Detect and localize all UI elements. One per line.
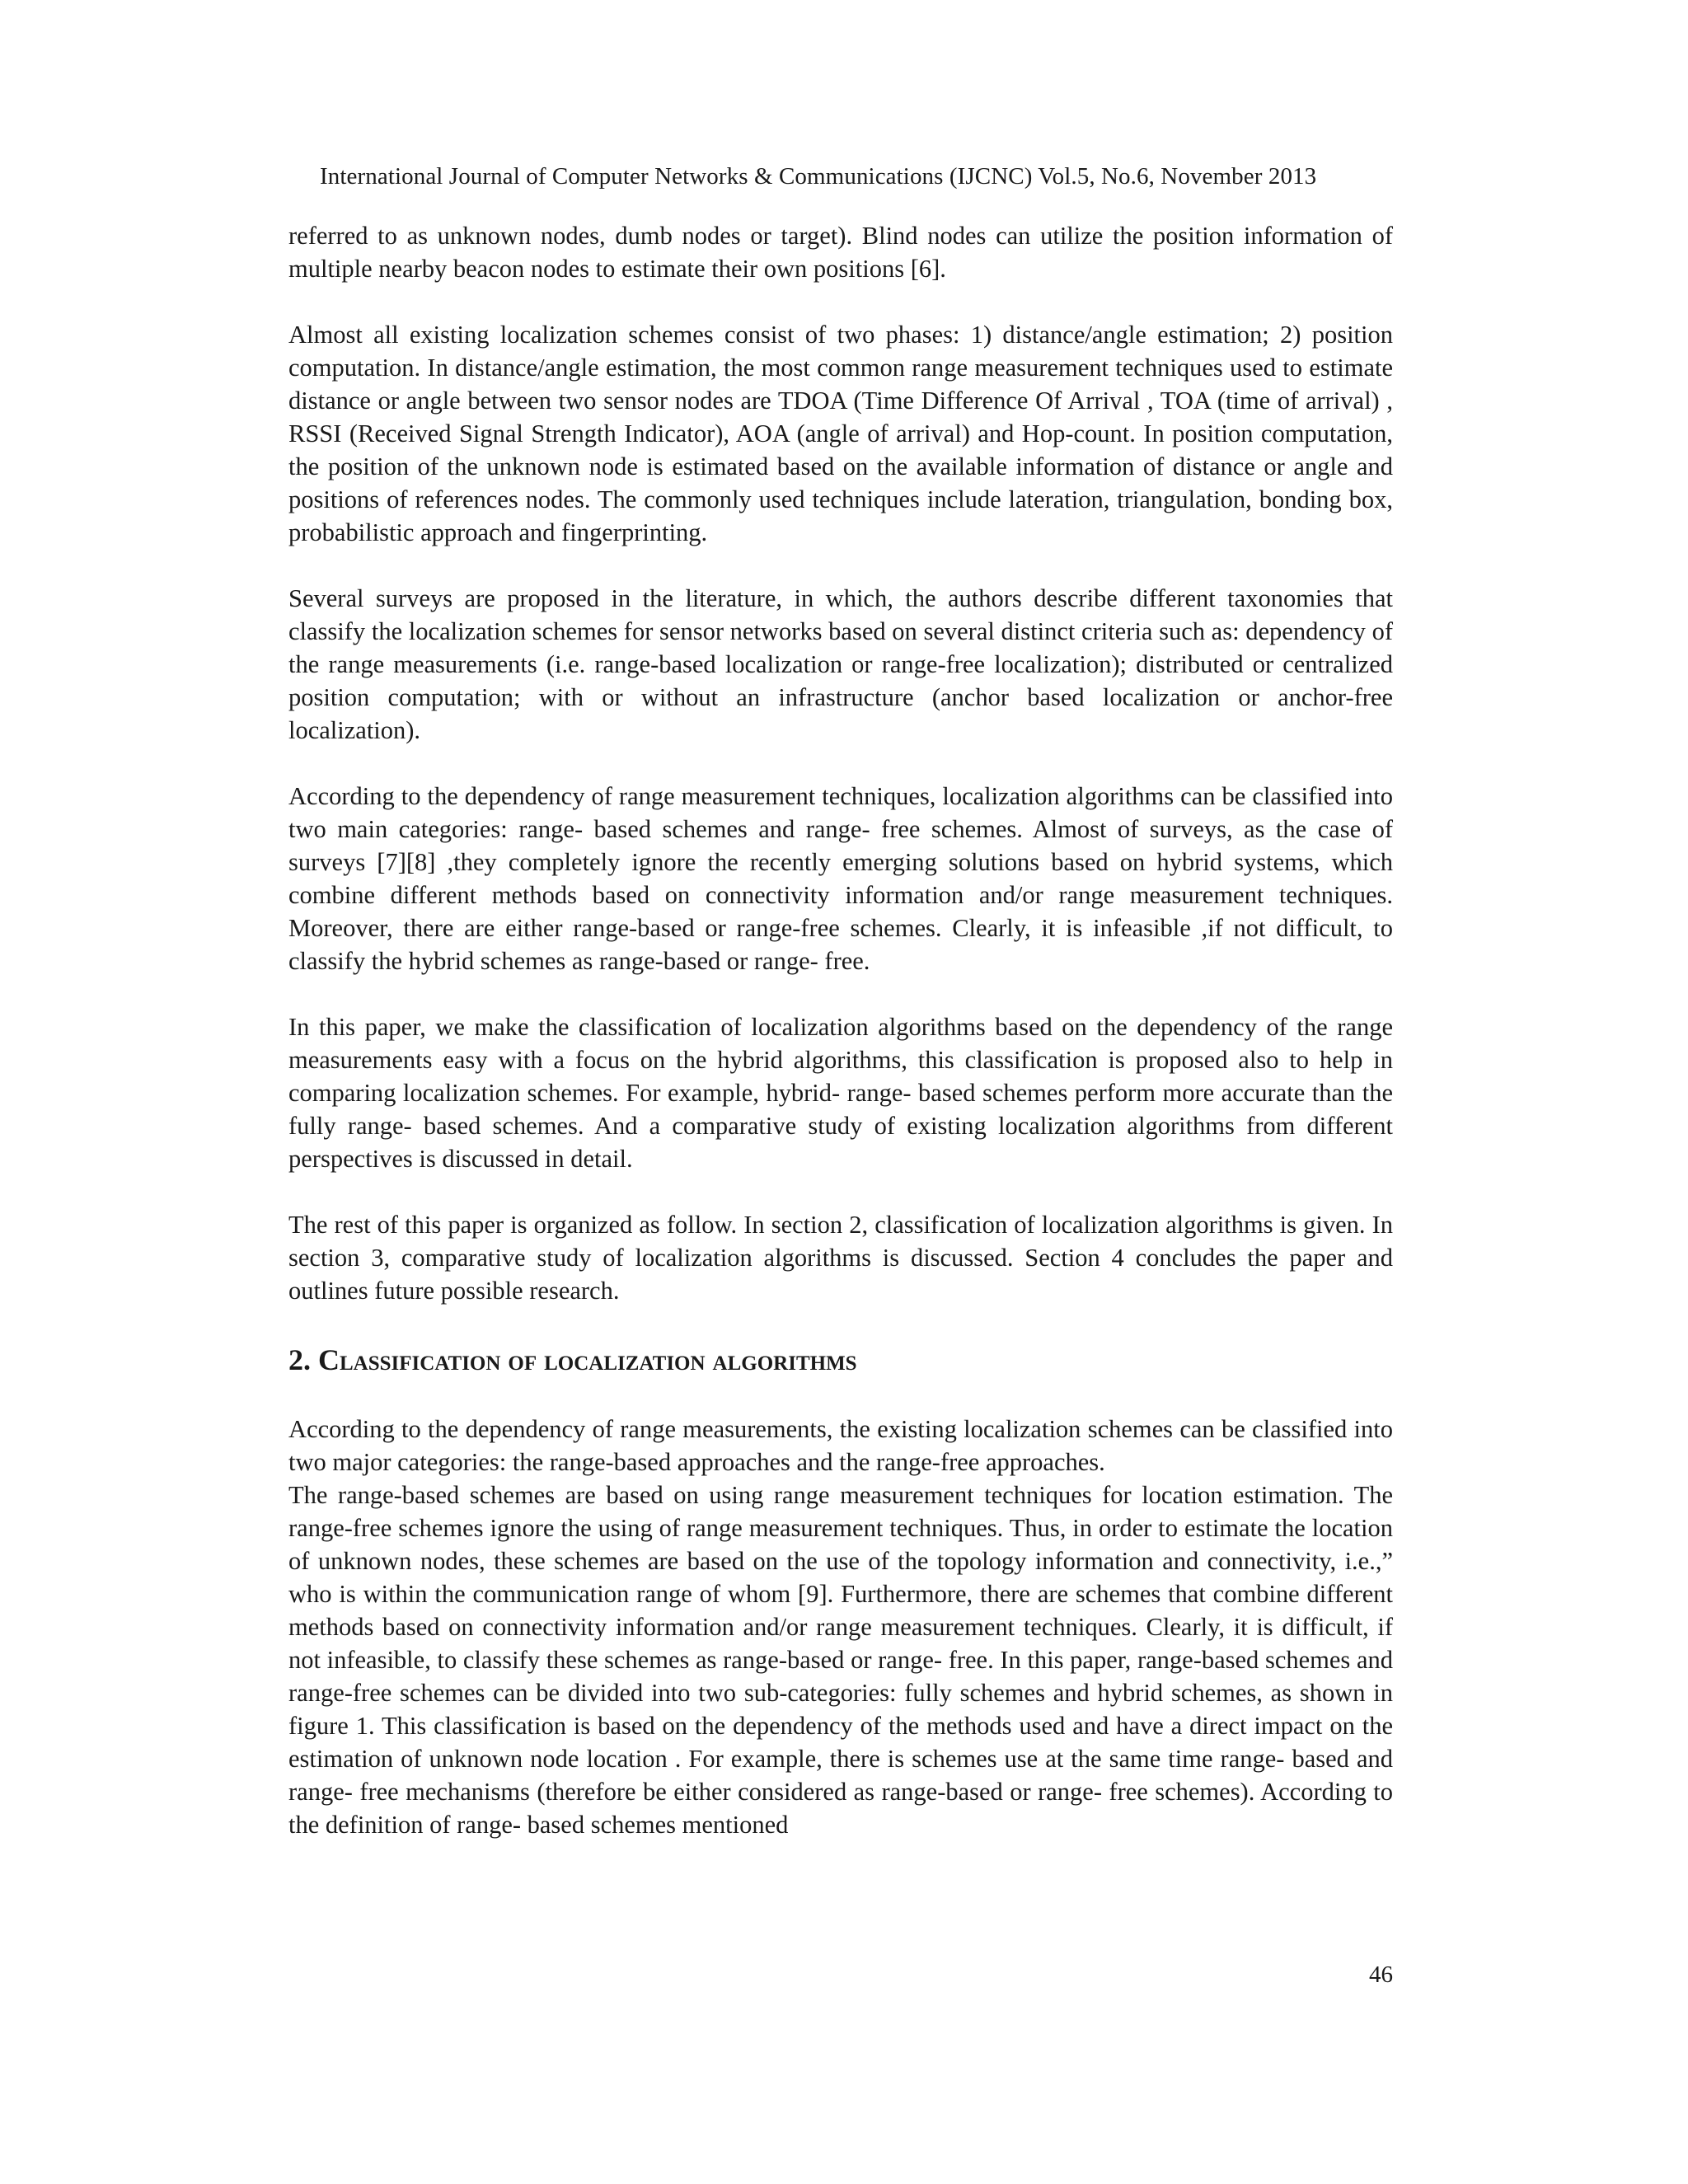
running-header: International Journal of Computer Networks & Communications (IJCNC) Vol.5, No.6, November 2013: [320, 163, 1317, 190]
paragraph: Almost all existing localization schemes consist of two phases: 1) distance/angle estimation; 2) position computation. In distance/angle estimation, the most common range measurement techniques used to estimate distance or angle between two sensor nodes are TDOA (Time Difference Of Arrival , TOA (time of arrival) , RSSI (Received Signal Strength Indicator), AOA (angle of arrival) and Hop-count. In position computation, the position of the unknown node is estimated based on the available information of distance or angle and positions of references nodes. The commonly used techniques include lateration, triangulation, bonding box, probabilistic approach and fingerprinting.: [288, 321, 1393, 546]
paragraph: The rest of this paper is organized as follow. In section 2, classification of localization algorithms is given. In section 3, comparative study of localization algorithms is discussed. Section 4 concludes the paper and outlines future possible research.: [288, 1211, 1393, 1305]
body-text: [288, 219, 1393, 1841]
page-number: 46: [1369, 1961, 1393, 1988]
paragraph: Several surveys are proposed in the literature, in which, the authors describe different taxonomies that classify the localization schemes for sensor networks based on several distinct criteria such as: dependency of the range measurements (i.e. range-based localization or range-free localization); distributed or centralized position computation; with or without an infrastructure (anchor based localization or anchor-free localization).: [288, 584, 1393, 744]
paragraph: According to the dependency of range measurement techniques, localization algorithms can be classified into two main categories: range- based schemes and range- free schemes. Almost of surveys, as the case of surveys [7][8] ,they completely ignore the recently emerging solutions based on hybrid systems, which combine different methods based on connectivity information and/or range measurement techniques. Moreover, there are either range-based or range-free schemes. Clearly, it is infeasible ,if not difficult, to classify the hybrid schemes as range-based or range- free.: [288, 782, 1393, 975]
paragraph: According to the dependency of range measurements, the existing localization schemes can be classified into two major categories: the range-based approaches and the range-free approaches.: [288, 1415, 1393, 1476]
paragraph: The range-based schemes are based on using range measurement techniques for location estimation. The range-free schemes ignore the using of range measurement techniques. Thus, in order to estimate the location of unknown nodes, these schemes are based on the use of the topology information and connectivity, i.e.,” who is within the communication range of whom [9]. Furthermore, there are schemes that combine different methods based on connectivity information and/or range measurement techniques. Clearly, it is difficult, if not infeasible, to classify these schemes as range-based or range- free. In this paper, range-based schemes and range-free schemes can be divided into two sub-categories: fully schemes and hybrid schemes, as shown in figure 1. This classification is based on the dependency of the methods used and have a direct impact on the estimation of unknown node location . For example, there is schemes use at the same time range- based and range- free mechanisms (therefore be either considered as range-based or range- free schemes). According to the definition of range- based schemes mentioned: [288, 1481, 1393, 1839]
paragraph: In this paper, we make the classification of localization algorithms based on the dependency of the range measurements easy with a focus on the hybrid algorithms, this classification is proposed also to help in comparing localization schemes. For example, hybrid- range- based schemes perform more accurate than the fully range- based schemes. And a comparative study of existing localization algorithms from different perspectives is discussed in detail.: [288, 1013, 1393, 1173]
section-number: 2.: [288, 1343, 311, 1376]
section-title: Classification of localization algorithms: [318, 1343, 857, 1376]
section-heading: [288, 1340, 1393, 1380]
paragraph: referred to as unknown nodes, dumb nodes or target). Blind nodes can utilize the position information of multiple nearby beacon nodes to estimate their own positions [6].: [288, 222, 1393, 283]
